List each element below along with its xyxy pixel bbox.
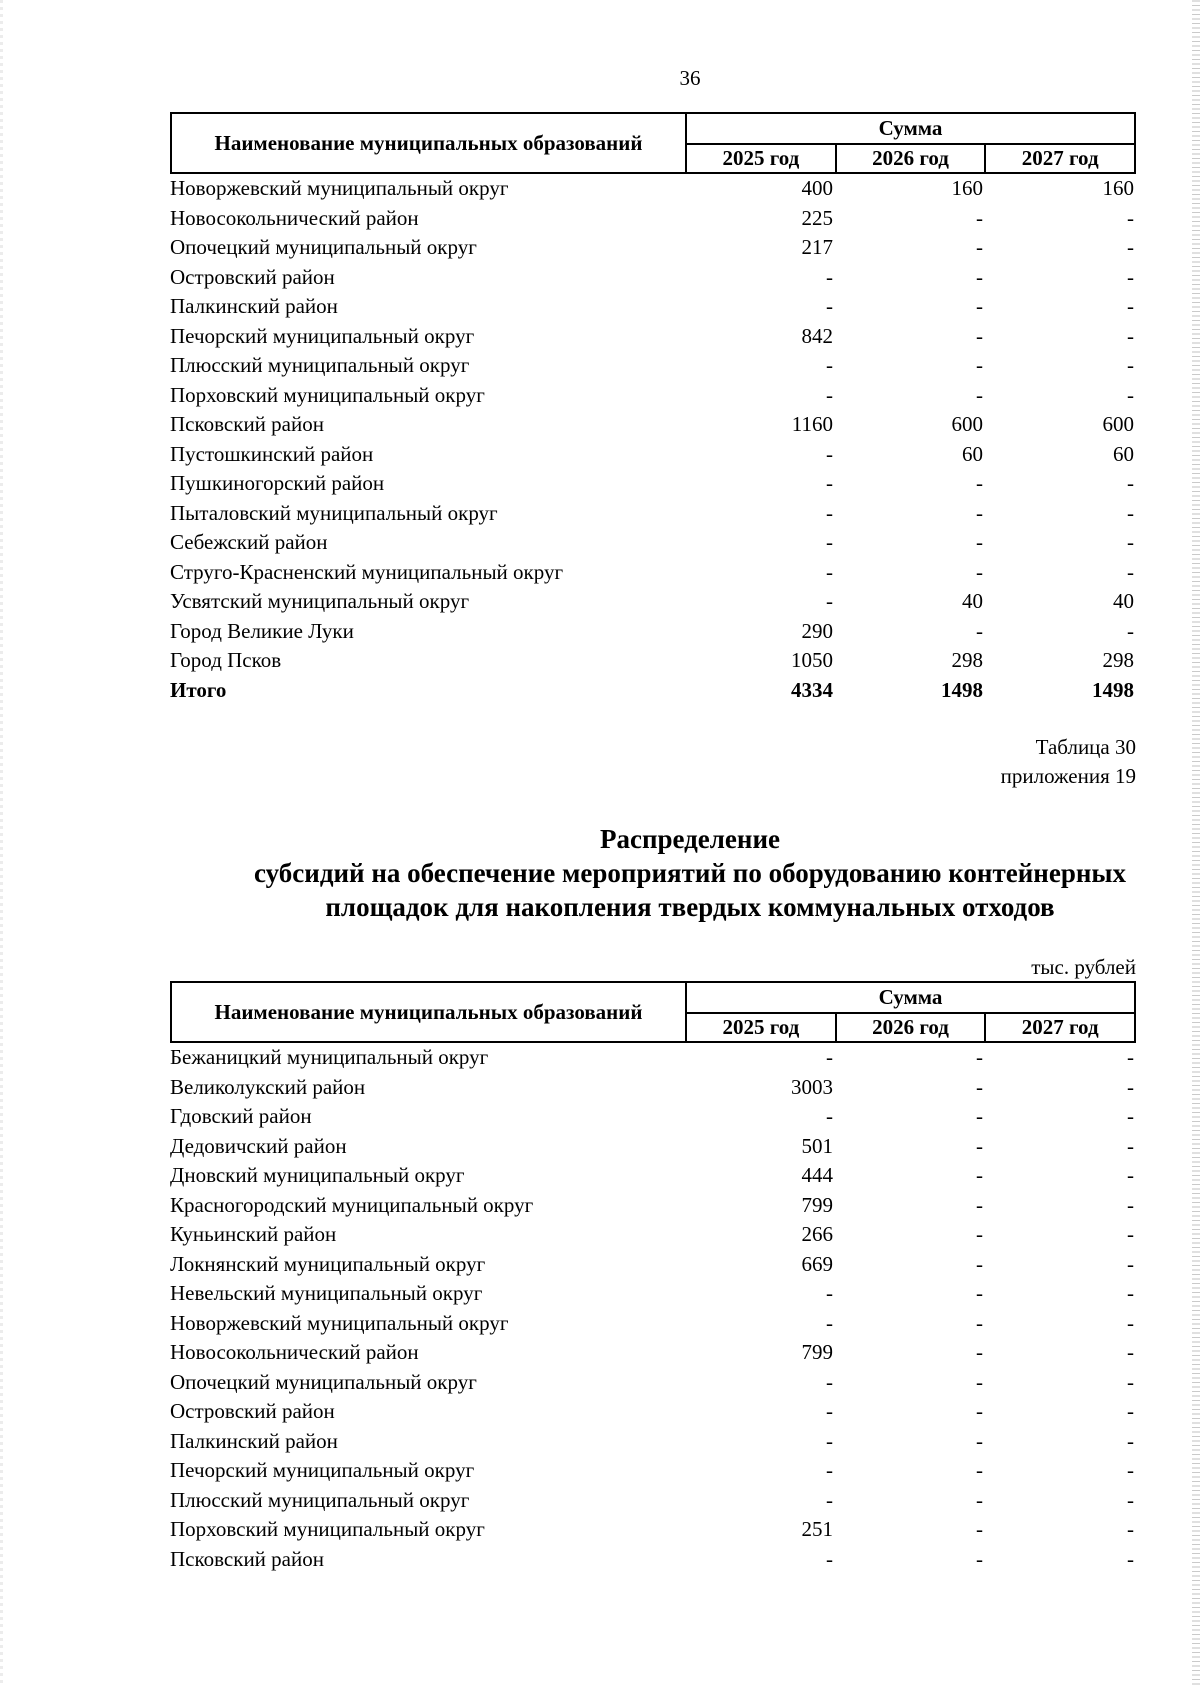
value-2025: -	[826, 441, 833, 466]
row-name: Печорский муниципальный округ	[170, 1458, 475, 1483]
row-name: Дедовичский район	[170, 1133, 347, 1158]
value-2026: 600	[951, 412, 983, 437]
row-name: Печорский муниципальный округ	[170, 323, 475, 348]
value-2026: 160	[951, 176, 983, 201]
table-caption	[1001, 733, 1136, 791]
value-2025: 225	[801, 205, 833, 230]
value-2027: 40	[1113, 589, 1134, 614]
row-name: Пустошкинский район	[170, 441, 374, 466]
value-2027: -	[1127, 1074, 1134, 1099]
table-row	[170, 558, 1136, 588]
value-2027: -	[1127, 530, 1134, 555]
value-2025: -	[826, 471, 833, 496]
value-2025: -	[826, 530, 833, 555]
header-year-2026: 2026 год	[835, 145, 985, 172]
value-2025: 3003	[791, 1074, 833, 1099]
table-row	[170, 1161, 1136, 1191]
value-2027: -	[1127, 1369, 1134, 1394]
header-year-2027: 2027 год	[984, 1014, 1134, 1041]
header-year-2026: 2026 год	[835, 1014, 985, 1041]
table-30	[170, 981, 1136, 1574]
value-2025: 799	[801, 1192, 833, 1217]
value-2027: -	[1127, 1163, 1134, 1188]
row-name: Островский район	[170, 264, 335, 289]
value-2027: 160	[1102, 176, 1134, 201]
value-2026: -	[976, 1104, 983, 1129]
table-row	[170, 1279, 1136, 1309]
value-2026: -	[976, 1487, 983, 1512]
header-year-2025: 2025 год	[722, 1015, 800, 1039]
value-2027: -	[1127, 1192, 1134, 1217]
table-row	[170, 1102, 1136, 1132]
table-row	[170, 617, 1136, 647]
value-2027: -	[1127, 264, 1134, 289]
row-name: Себежский район	[170, 530, 328, 555]
value-2025: -	[826, 1399, 833, 1424]
value-2026: -	[976, 1074, 983, 1099]
row-name: Итого	[170, 677, 227, 702]
row-name: Плюсский муниципальный округ	[170, 353, 470, 378]
value-2027: -	[1127, 1310, 1134, 1335]
title-line-1: Распределение	[599, 824, 781, 854]
value-2025: -	[826, 1310, 833, 1335]
value-2026: -	[976, 323, 983, 348]
row-name: Куньинский район	[170, 1222, 337, 1247]
row-name: Новосокольнический район	[170, 1340, 419, 1365]
value-2026: -	[976, 235, 983, 260]
row-name: Дновский муниципальный округ	[170, 1163, 465, 1188]
value-2027: -	[1127, 294, 1134, 319]
row-name: Красногородский муниципальный округ	[170, 1192, 534, 1217]
value-2026: -	[976, 1045, 983, 1070]
row-name: Гдовский район	[170, 1104, 312, 1129]
value-2027: -	[1127, 382, 1134, 407]
table-body	[170, 174, 1136, 705]
row-name: Палкинский район	[170, 294, 338, 319]
row-name: Палкинский район	[170, 1428, 338, 1453]
value-2025: 799	[801, 1340, 833, 1365]
value-2025: -	[826, 1369, 833, 1394]
value-2025: -	[826, 500, 833, 525]
row-name: Бежаницкий муниципальный округ	[170, 1045, 489, 1070]
value-2026: 60	[962, 441, 983, 466]
header-year-2027: 2027 год	[984, 145, 1134, 172]
row-name: Локнянский муниципальный округ	[170, 1251, 486, 1276]
table-row	[170, 410, 1136, 440]
value-2026: -	[976, 205, 983, 230]
table-title	[0, 822, 1200, 924]
value-2026: -	[976, 1428, 983, 1453]
header-name-col: Наименование муниципальных образований	[172, 983, 687, 1041]
table-continued	[170, 112, 1136, 705]
table-row	[170, 1043, 1136, 1073]
table-header	[170, 981, 1136, 1043]
table-row	[170, 1338, 1136, 1368]
value-2027: -	[1127, 235, 1134, 260]
value-2027: -	[1127, 1458, 1134, 1483]
value-2025: 1050	[791, 648, 833, 673]
table-row	[170, 322, 1136, 352]
value-2025: 266	[801, 1222, 833, 1247]
value-2027: -	[1127, 1546, 1134, 1571]
row-name: Островский район	[170, 1399, 335, 1424]
value-2027: -	[1127, 1428, 1134, 1453]
value-2025: -	[826, 1546, 833, 1571]
row-name: Псковский район	[170, 1546, 324, 1571]
value-2026: -	[976, 1399, 983, 1424]
value-2026: -	[976, 1133, 983, 1158]
row-name: Пушкиногорский район	[170, 471, 385, 496]
value-2027: -	[1127, 1517, 1134, 1542]
value-2027: -	[1127, 618, 1134, 643]
value-2027: -	[1127, 1104, 1134, 1129]
value-2026: 40	[962, 589, 983, 614]
row-name: Струго-Красненский муниципальный округ	[170, 559, 564, 584]
value-2027: -	[1127, 1251, 1134, 1276]
value-2025: -	[826, 264, 833, 289]
value-2025: 444	[801, 1163, 833, 1188]
title-line-3: площадок для накопления твердых коммунальных отходов	[325, 892, 1055, 922]
table-row	[170, 292, 1136, 322]
table-header	[170, 112, 1136, 174]
value-2025: 842	[801, 323, 833, 348]
value-2027: -	[1127, 559, 1134, 584]
table-row	[170, 440, 1136, 470]
table-row	[170, 381, 1136, 411]
value-2025: 290	[801, 618, 833, 643]
value-2025: 400	[801, 176, 833, 201]
row-name: Порховский муниципальный округ	[170, 382, 485, 407]
value-2026: -	[976, 1517, 983, 1542]
value-2026: -	[976, 471, 983, 496]
row-name: Невельский муниципальный округ	[170, 1281, 483, 1306]
value-2026: -	[976, 1192, 983, 1217]
value-2026: -	[976, 618, 983, 643]
value-2027: -	[1127, 323, 1134, 348]
value-2027: -	[1127, 1045, 1134, 1070]
value-2027: 60	[1113, 441, 1134, 466]
value-2027: -	[1127, 1399, 1134, 1424]
value-2025: -	[826, 382, 833, 407]
value-2025: -	[826, 559, 833, 584]
value-2027: -	[1127, 205, 1134, 230]
value-2026: -	[976, 1458, 983, 1483]
row-name: Пыталовский муниципальный округ	[170, 500, 498, 525]
table-row	[170, 1397, 1136, 1427]
table-row	[170, 528, 1136, 558]
value-2027: -	[1127, 1281, 1134, 1306]
header-name-col: Наименование муниципальных образований	[172, 114, 687, 172]
value-2025: -	[826, 294, 833, 319]
value-2026: -	[976, 1310, 983, 1335]
table-row	[170, 1515, 1136, 1545]
value-2027: -	[1127, 1222, 1134, 1247]
table-row	[170, 1456, 1136, 1486]
table-row	[170, 1073, 1136, 1103]
value-2025: 251	[801, 1517, 833, 1542]
table-row	[170, 1309, 1136, 1339]
row-name: Новосокольнический район	[170, 205, 419, 230]
value-2027: -	[1127, 1487, 1134, 1512]
value-2026: -	[976, 1251, 983, 1276]
value-2027: -	[1127, 471, 1134, 496]
value-2026: -	[976, 1222, 983, 1247]
value-2027: -	[1127, 1340, 1134, 1365]
value-2025: 501	[801, 1133, 833, 1158]
row-name: Опочецкий муниципальный округ	[170, 235, 477, 260]
table-row	[170, 1427, 1136, 1457]
table-row	[170, 1250, 1136, 1280]
row-name: Плюсский муниципальный округ	[170, 1487, 470, 1512]
row-name: Опочецкий муниципальный округ	[170, 1369, 477, 1394]
table-row	[170, 587, 1136, 617]
row-name: Порховский муниципальный округ	[170, 1517, 485, 1542]
value-2025: -	[826, 1045, 833, 1070]
value-2026: -	[976, 264, 983, 289]
caption-appendix: приложения 19	[1000, 764, 1136, 788]
value-2027: -	[1127, 1133, 1134, 1158]
value-2027: -	[1127, 500, 1134, 525]
value-2026: -	[976, 1281, 983, 1306]
value-2026: -	[976, 500, 983, 525]
value-2025: -	[826, 1458, 833, 1483]
row-name: Город Псков	[170, 648, 282, 673]
table-body	[170, 1043, 1136, 1574]
value-2026: -	[976, 559, 983, 584]
value-2025: 4334	[791, 677, 833, 702]
row-name: Новоржевский муниципальный округ	[170, 1310, 509, 1335]
table-row	[170, 174, 1136, 204]
row-name: Псковский район	[170, 412, 324, 437]
table-row	[170, 204, 1136, 234]
page-number: 36	[679, 66, 701, 90]
value-2025: 217	[801, 235, 833, 260]
units-label: тыс. рублей	[1031, 955, 1136, 979]
title-line-2: субсидий на обеспечение мероприятий по оборудованию контейнерных	[254, 858, 1126, 888]
table-row	[170, 263, 1136, 293]
row-name: Усвятский муниципальный округ	[170, 589, 470, 614]
value-2025: -	[826, 1487, 833, 1512]
value-2025: -	[826, 353, 833, 378]
table-row	[170, 646, 1136, 676]
row-name: Город Великие Луки	[170, 618, 354, 643]
value-2026: -	[976, 1163, 983, 1188]
value-2026: -	[976, 1369, 983, 1394]
value-2025: -	[826, 589, 833, 614]
row-name: Великолукский район	[170, 1074, 366, 1099]
value-2025: -	[826, 1281, 833, 1306]
value-2025: -	[826, 1428, 833, 1453]
table-row	[170, 499, 1136, 529]
table-row	[170, 1368, 1136, 1398]
header-sum: Сумма	[687, 983, 1134, 1014]
value-2026: -	[976, 1546, 983, 1571]
value-2026: -	[976, 294, 983, 319]
value-2025: -	[826, 1104, 833, 1129]
value-2026: -	[976, 1340, 983, 1365]
value-2026: -	[976, 382, 983, 407]
table-row	[170, 469, 1136, 499]
value-2026: 1498	[941, 677, 983, 702]
value-2026: 298	[951, 648, 983, 673]
table-row	[170, 233, 1136, 263]
value-2025: 1160	[791, 412, 833, 437]
value-2026: -	[976, 353, 983, 378]
value-2026: -	[976, 530, 983, 555]
value-2025: 669	[801, 1251, 833, 1276]
table-row	[170, 1132, 1136, 1162]
table-row	[170, 1191, 1136, 1221]
caption-table-number: Таблица 30	[1035, 735, 1136, 759]
value-2027: -	[1127, 353, 1134, 378]
table-row	[170, 1545, 1136, 1575]
table-row	[170, 351, 1136, 381]
row-name: Новоржевский муниципальный округ	[170, 176, 509, 201]
total-row	[170, 676, 1136, 706]
value-2027: 1498	[1092, 677, 1134, 702]
table-row	[170, 1486, 1136, 1516]
value-2027: 600	[1102, 412, 1134, 437]
header-year-2025: 2025 год	[722, 146, 800, 170]
value-2027: 298	[1102, 648, 1134, 673]
table-row	[170, 1220, 1136, 1250]
header-sum: Сумма	[687, 114, 1134, 145]
